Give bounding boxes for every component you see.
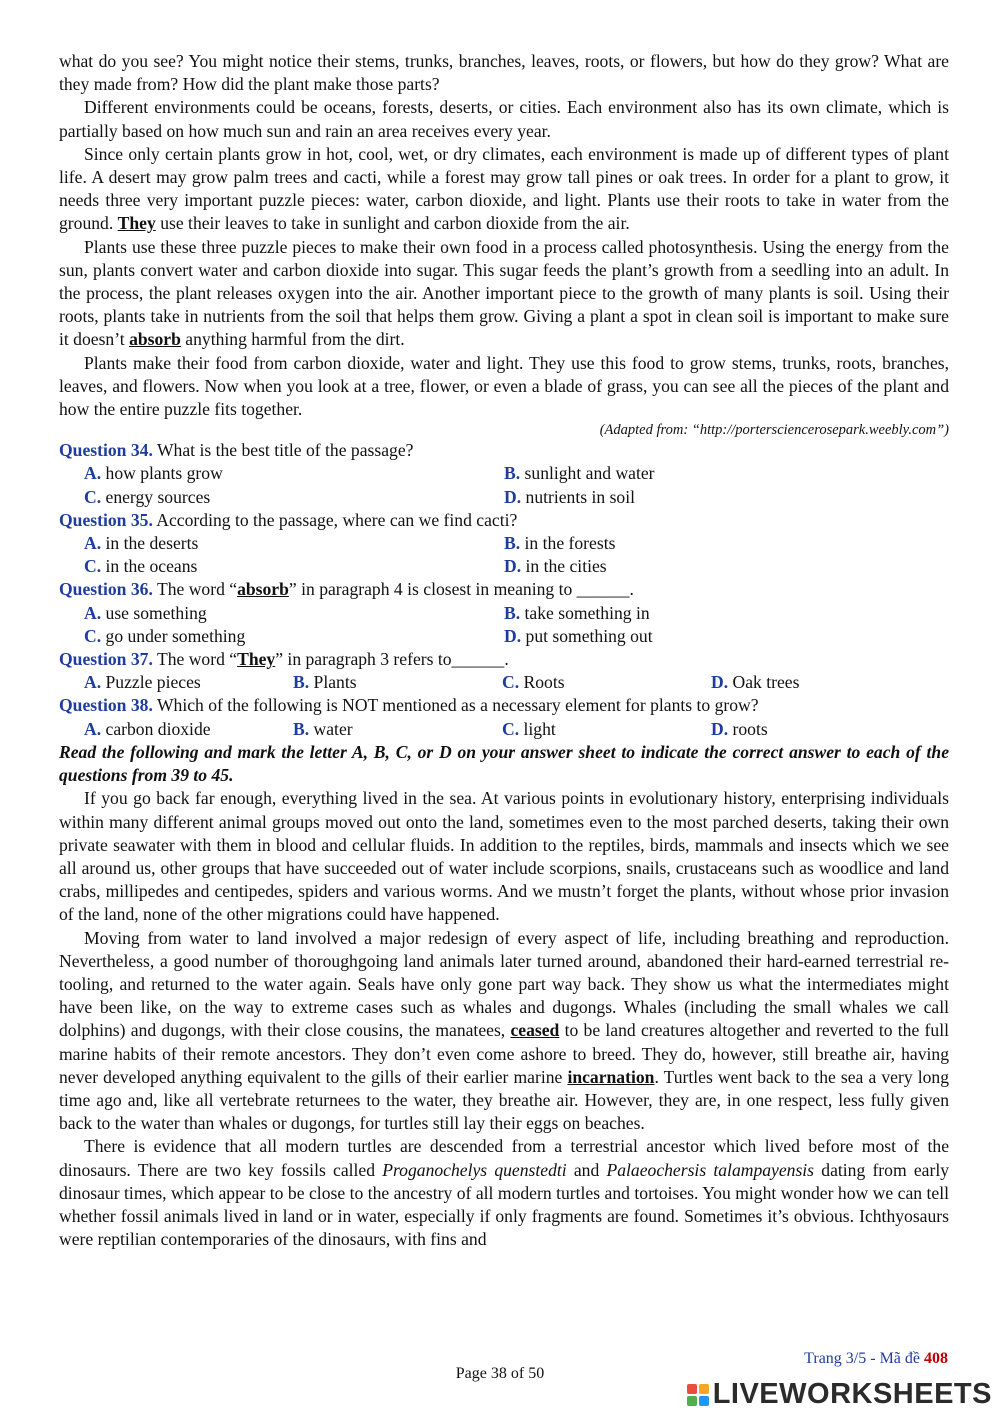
option-c[interactable]: C. go under something — [84, 625, 246, 646]
passage1-paragraph-2: Since only certain plants grow in hot, cool, wet, or dry climates, each environment is made up of different types of plant life. A desert may grow palm trees and cacti, while a forest may grow tall pines or oak trees. In order for a plant to grow, it needs three very important puzzle pieces: water, carbon dioxide, and light. Plants use their roots to take in water from the ground. They use their leaves to take in sunlight and carbon dioxide from the air. — [59, 143, 949, 234]
question-37: Question 37. The word “They” in paragraph 3 refers to______. — [59, 649, 509, 670]
option-d[interactable]: D. Oak trees — [711, 672, 800, 693]
passage2-paragraph-1: If you go back far enough, everything lived in the sea. At various points in evolutionary history, enterprising individuals within many different animal groups moved out onto the land, sometimes even to the most parched deserts, taking their own private seawater with them in blood and cellular fluids. In addition to the reptiles, birds, mammals and insects which we see all around us, other groups that have succeeded out of water include scorpions, snails, crustaceans such as woodlice and land crabs, millipedes and centipedes, spiders and various worms. And we mustn’t forget the plants, without whose prior invasion of the land, none of the other migrations could have happened. — [59, 788, 949, 925]
liveworksheets-logo — [687, 1378, 992, 1411]
option-b[interactable]: B. Plants — [293, 672, 357, 693]
passage1-paragraph-1: Different environments could be oceans, forests, deserts, or cities. Each environment also has its own climate, which is partially based on how much sun and rain an area receives every year. — [59, 97, 949, 141]
option-c[interactable]: C. energy sources — [84, 486, 211, 507]
passage1-paragraph-4: Plants make their food from carbon dioxide, water and light. They use this food to grow stems, trunks, roots, branches, leaves, and flowers. Now when you look at a tree, flower, or even a blade of grass, you can see all the pieces of the plant and how the entire puzzle fits together. — [59, 352, 949, 420]
logo-square-green — [687, 1396, 697, 1406]
option-d[interactable]: D. roots — [711, 718, 768, 739]
passage1-paragraph-0: what do you see? You might notice their stems, trunks, branches, leaves, roots, or flowers, but how do they grow? What are they made from? How did the plant make those parts? — [59, 51, 949, 95]
option-a[interactable]: A. how plants grow — [84, 463, 223, 484]
option-c[interactable]: C. in the oceans — [84, 556, 198, 577]
passage2-paragraph-3: There is evidence that all modern turtles are descended from a terrestrial ancestor which lived before most of the dinosaurs. There are two key fossils called Proganochelys quenstedti and Palaeochersis talampayensis dating from early dinosaur times, which appear to be close to the ancestry of all modern turtles and tortoises. You might wonder how we can tell whether fossil animals lived in land or in water, especially if only fragments are found. Sometimes it’s obvious. Ichthyosaurs were reptilian contemporaries of the dinosaurs, with fins and — [59, 1136, 950, 1250]
question-34-options — [59, 462, 949, 508]
page-number: Page 38 of 50 — [455, 1365, 545, 1382]
option-d[interactable]: D. in the cities — [504, 556, 607, 577]
brand-name: LIVEWORKSHEETS — [712, 1378, 992, 1410]
option-b[interactable]: B. in the forests — [504, 533, 616, 554]
underlined-word-incarnation: incarnation — [567, 1066, 655, 1087]
option-c[interactable]: C. light — [502, 718, 556, 739]
worksheet-page — [59, 50, 949, 1251]
option-a[interactable]: A. carbon dioxide — [84, 718, 211, 739]
instruction: Read the following and mark the letter A, B, C, or D on your answer sheet to indicate the correct answer to each of the questions from 39 to 45. — [59, 741, 949, 786]
logo-icon — [687, 1384, 709, 1406]
passage1-paragraph-3: Plants use these three puzzle pieces to make their own food in a process called photosynthesis. Using the energy from the sun, plants convert water and carbon dioxide into sugar. This sugar feeds the plant’s growth from a seedling into an adult. In the process, the plant releases oxygen into the air. Another important piece to the growth of many plants is soil. Using their roots, plants take in nutrients from the soil that helps them grow. Giving a plant a spot in clean soil is important to make sure it doesn’t absorb anything harmful from the dirt. — [59, 236, 949, 350]
question-34: Question 34. What is the best title of the passage? — [59, 440, 414, 461]
logo-square-blue — [699, 1396, 709, 1406]
option-b[interactable]: B. take something in — [504, 602, 650, 623]
question-36-options — [59, 602, 949, 648]
option-d[interactable]: D. put something out — [504, 625, 653, 646]
question-36: Question 36. The word “absorb” in paragraph 4 is closest in meaning to ______. — [59, 579, 634, 600]
underlined-word-they: They — [117, 213, 156, 234]
question-37-options — [59, 671, 949, 694]
option-d[interactable]: D. nutrients in soil — [504, 486, 635, 507]
underlined-word-ceased: ceased — [510, 1020, 560, 1041]
option-a[interactable]: A. in the deserts — [84, 533, 199, 554]
question-35: Question 35. According to the passage, where can we find cacti? — [59, 509, 518, 530]
question-38-options — [59, 718, 949, 741]
logo-square-orange — [699, 1384, 709, 1394]
option-a[interactable]: A. use something — [84, 602, 207, 623]
question-35-options — [59, 532, 949, 578]
question-38: Question 38. Which of the following is NOT mentioned as a necessary element for plants to grow? — [59, 695, 759, 716]
option-b[interactable]: B. water — [293, 718, 353, 739]
exam-code: Trang 3/5 - Mã đề 408 — [804, 1350, 948, 1367]
passage2-paragraph-2: Moving from water to land involved a major redesign of every aspect of life, including breathing and reproduction. Nevertheless, a good number of thoroughgoing land animals later turned around, abandoned their hard-earned terrestrial re-tooling, and returned to the water again. Seals have only gone part way back. They show us what the intermediates might have been like, on the way to extreme cases such as whales and dugongs. Whales (including the small whales we call dolphins) and dugongs, with their close cousins, the manatees, ceased to be land creatures altogether and reverted to the full marine habits of their remote ancestors. They don’t even come ashore to breed. They do, however, still breathe air, having never developed anything equivalent to the gills of their earlier marine incarnation. Turtles went back to the sea a very long time ago and, like all vertebrate returnees to the water, they breathe air. However, they are, in one respect, less fully given back to the water than whales or dugongs, for turtles still lay their eggs on beaches. — [59, 927, 949, 1134]
option-b[interactable]: B. sunlight and water — [504, 463, 655, 484]
option-c[interactable]: C. Roots — [502, 672, 565, 693]
source-citation: (Adapted from: “http://portersciencerosepark.weebly.com”) — [599, 422, 949, 439]
option-a[interactable]: A. Puzzle pieces — [84, 672, 201, 693]
logo-square-red — [687, 1384, 697, 1394]
underlined-word-absorb: absorb — [129, 329, 181, 350]
